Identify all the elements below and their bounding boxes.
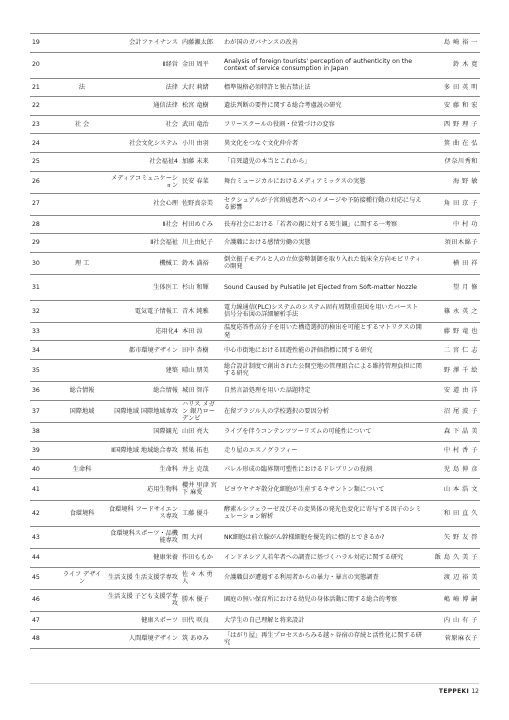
- thesis-title-cell: Analysis of foreign tourists' perception of authenticity on the context of service consumption in Japan: [222, 52, 426, 78]
- table-row: [30, 322, 480, 341]
- student-name-cell: 山田 亮大: [180, 423, 222, 442]
- table-row: [30, 567, 480, 589]
- table-row: [30, 478, 480, 500]
- table-row: [30, 34, 480, 53]
- table-row: [30, 115, 480, 134]
- thesis-title-cell: 舞台ミュージカルにおけるメディアミックスの実態: [222, 171, 426, 193]
- thesis-title-cell: 電力線通信(PLC)システムのシステム固有周期重畳図を用いたバースト信号分布図の詳細解析手法: [222, 300, 426, 322]
- faculty-cell: [60, 193, 104, 215]
- thesis-title-cell: 酵素ルシフェラーゼ及びその変異体の発光色変化に寄与する因子のシミュレーション解析: [222, 500, 426, 526]
- student-name-cell: 勝木 優子: [180, 589, 222, 611]
- thesis-title-cell: 「自死遺児の本当とこれから」: [222, 152, 426, 171]
- advisor-cell: 中 村 功: [426, 215, 480, 234]
- student-name-cell: 作田ももか: [180, 548, 222, 567]
- department-cell: 応用生物科: [104, 478, 180, 500]
- faculty-cell: [60, 423, 104, 442]
- thesis-list-table: [30, 33, 480, 649]
- table-row: [30, 548, 480, 567]
- thesis-title-cell: 介護職における感情労働の実態: [222, 234, 426, 253]
- advisor-cell: 海 野 敏: [426, 171, 480, 193]
- department-cell: 人間環境デザイン: [104, 630, 180, 649]
- student-name-cell: 大沢 莉緒: [180, 78, 222, 97]
- table-row: [30, 441, 480, 460]
- table-row: [30, 526, 480, 548]
- row-number-cell: 31: [30, 274, 60, 300]
- student-name-cell: 田中 杏樹: [180, 341, 222, 360]
- table-row: [30, 359, 480, 381]
- student-name-cell: 小川 由羽: [180, 134, 222, 153]
- row-number-cell: 36: [30, 381, 60, 400]
- department-cell: 機械工: [104, 252, 180, 274]
- department-cell: 建築: [104, 359, 180, 381]
- advisor-cell: 二 宮 仁 志: [426, 341, 480, 360]
- department-cell: 国際地域 国際地域専攻: [104, 400, 180, 423]
- row-number-cell: 41: [30, 478, 60, 500]
- thesis-title-cell: 自然言語処理を用いた話題特定: [222, 381, 426, 400]
- faculty-cell: [60, 234, 104, 253]
- page-number: 12: [471, 688, 479, 695]
- thesis-title-cell: セクシュアルが子宮頸癌患者へのイメージや予防接種行動の対応に与える影響: [222, 193, 426, 215]
- faculty-cell: [60, 526, 104, 548]
- row-number-cell: 23: [30, 115, 60, 134]
- thesis-title-cell: ビヨウヤナギ散分化細胞が生産するキサントン類について: [222, 478, 426, 500]
- thesis-title-cell: 遺法判断の要件に関する総合考慮説の研究: [222, 97, 426, 116]
- student-name-cell: 内藤瀬太郎: [180, 34, 222, 53]
- advisor-cell: 飯 島 久 美 子: [426, 548, 480, 567]
- department-cell: 会計ファイナンス: [104, 34, 180, 53]
- advisor-cell: 藤 野 竜 也: [426, 322, 480, 341]
- advisor-cell: 箕 曲 在 弘: [426, 134, 480, 153]
- advisor-cell: 望 月 修: [426, 274, 480, 300]
- student-name-cell: 金田 周平: [180, 52, 222, 78]
- student-name-cell: 佐野真奈美: [180, 193, 222, 215]
- advisor-cell: 角 田 京 子: [426, 193, 480, 215]
- advisor-cell: 児 島 伸 彦: [426, 460, 480, 479]
- faculty-cell: 理 工: [60, 252, 104, 274]
- table-row: [30, 215, 480, 234]
- advisor-cell: 西 野 理 子: [426, 115, 480, 134]
- table-row: [30, 400, 480, 423]
- advisor-cell: 嶋 崎 博 嗣: [426, 589, 480, 611]
- table-row: [30, 381, 480, 400]
- advisor-cell: 沼 尾 波 子: [426, 400, 480, 423]
- row-number-cell: 32: [30, 300, 60, 322]
- student-name-cell: 櫻井 里津 宮下 麻愛: [180, 478, 222, 500]
- student-name-cell: 川上由紀子: [180, 234, 222, 253]
- row-number-cell: 42: [30, 500, 60, 526]
- table-row: [30, 589, 480, 611]
- table-row: [30, 611, 480, 630]
- faculty-cell: [60, 478, 104, 500]
- advisor-cell: 安 道 由 洋: [426, 381, 480, 400]
- row-number-cell: 37: [30, 400, 60, 423]
- faculty-cell: [60, 341, 104, 360]
- student-name-cell: 工藤 優斗: [180, 500, 222, 526]
- faculty-cell: [60, 611, 104, 630]
- advisor-cell: 須田木綿子: [426, 234, 480, 253]
- thesis-title-cell: 温度応答性高分子を用いた構造選択的検出を可能とするマトリクスの開発: [222, 322, 426, 341]
- row-number-cell: 29: [30, 234, 60, 253]
- table-row: [30, 423, 480, 442]
- faculty-cell: 総合情報: [60, 381, 104, 400]
- table-row: [30, 152, 480, 171]
- row-number-cell: 39: [30, 441, 60, 460]
- advisor-cell: 内 山 有 子: [426, 611, 480, 630]
- row-number-cell: 24: [30, 134, 60, 153]
- thesis-title-cell: 標準規格必須特許と独占禁止法: [222, 78, 426, 97]
- table-row: [30, 300, 480, 322]
- department-cell: Ⅱ経営: [104, 52, 180, 78]
- thesis-title-cell: 長寿社会における「若者の親に対する死生観」に関する一考察: [222, 215, 426, 234]
- thesis-title-cell: フリースクールの役割・位置づけの変容: [222, 115, 426, 134]
- advisor-cell: 鈴 木 寛: [426, 52, 480, 78]
- advisor-cell: 伊奈川秀和: [426, 152, 480, 171]
- department-cell: 国際観光: [104, 423, 180, 442]
- faculty-cell: 法: [60, 78, 104, 97]
- student-name-cell: 松宮 竜樹: [180, 97, 222, 116]
- table-row: [30, 630, 480, 649]
- department-cell: 応用化4: [104, 322, 180, 341]
- thesis-title-cell: 大学生の自己理解と将来設計: [222, 611, 426, 630]
- advisor-cell: 和 田 直 久: [426, 500, 480, 526]
- table-row: [30, 171, 480, 193]
- advisor-cell: 野 澤 千 絵: [426, 359, 480, 381]
- faculty-cell: [60, 589, 104, 611]
- faculty-cell: [60, 630, 104, 649]
- thesis-title-cell: 中心市街地における回遊性能の評価指標に関する研究: [222, 341, 426, 360]
- row-number-cell: 33: [30, 322, 60, 341]
- department-cell: メディアコミュニケーション: [104, 171, 180, 193]
- advisor-cell: 矢 野 友 啓: [426, 526, 480, 548]
- student-name-cell: 民安 春菜: [180, 171, 222, 193]
- row-number-cell: 30: [30, 252, 60, 274]
- thesis-title-cell: 園庭の無い保育所における幼児の身体活動に関する総合的考察: [222, 589, 426, 611]
- row-number-cell: 28: [30, 215, 60, 234]
- table-row: [30, 274, 480, 300]
- department-cell: 健康栄養: [104, 548, 180, 567]
- faculty-cell: [60, 52, 104, 78]
- faculty-cell: [60, 274, 104, 300]
- department-cell: 生活支援 生活支援学専攻: [104, 567, 180, 589]
- department-cell: Ⅱ社会: [104, 215, 180, 234]
- faculty-cell: [60, 300, 104, 322]
- department-cell: 食環境科 フードサイエンス専攻: [104, 500, 180, 526]
- thesis-title-cell: 異文化をつなぐ文化仲介者: [222, 134, 426, 153]
- department-cell: 食環境科スポーツ・品機能専攻: [104, 526, 180, 548]
- faculty-cell: [60, 548, 104, 567]
- department-cell: 健康スポーツ: [104, 611, 180, 630]
- advisor-cell: 多 田 英 明: [426, 78, 480, 97]
- row-number-cell: 45: [30, 567, 60, 589]
- row-number-cell: 27: [30, 193, 60, 215]
- student-name-cell: 晴山 朋美: [180, 359, 222, 381]
- table-row: [30, 52, 480, 78]
- student-name-cell: 本田 涼: [180, 322, 222, 341]
- row-number-cell: 38: [30, 423, 60, 442]
- department-cell: 通信法律: [104, 97, 180, 116]
- student-name-cell: 青木 純雅: [180, 300, 222, 322]
- page-footer: [0, 683, 509, 720]
- student-name-cell: 田代 咲良: [180, 611, 222, 630]
- thesis-title-cell: パレル形成の臨界期可塑性におけるドレブリンの役割: [222, 460, 426, 479]
- faculty-cell: [60, 441, 104, 460]
- faculty-cell: ライフ デザイン: [60, 567, 104, 589]
- department-cell: 都市環境デザイン: [104, 341, 180, 360]
- thesis-title-cell: インドネシア人若年者への調査に基づくハラル対応に関する研究: [222, 548, 426, 567]
- faculty-cell: 生命科: [60, 460, 104, 479]
- advisor-cell: 安 藤 和 宏: [426, 97, 480, 116]
- table-row: [30, 252, 480, 274]
- department-cell: Ⅱ国際地域 地域総合専攻: [104, 441, 180, 460]
- row-number-cell: 44: [30, 548, 60, 567]
- row-number-cell: 19: [30, 34, 60, 53]
- faculty-cell: 社 会: [60, 115, 104, 134]
- faculty-cell: [60, 171, 104, 193]
- row-number-cell: 48: [30, 630, 60, 649]
- thesis-title-cell: 総合設計制度で創出された公開空地の管理組合による維持管理負担に関する研究: [222, 359, 426, 381]
- row-number-cell: 26: [30, 171, 60, 193]
- student-name-cell: 杉山 和輝: [180, 274, 222, 300]
- thesis-title-cell: 倒立振子モデルと人の立位姿勢制御を取り入れた低床全方向モビリティの開発: [222, 252, 426, 274]
- faculty-cell: [60, 215, 104, 234]
- advisor-cell: 菅原麻衣子: [426, 630, 480, 649]
- table-row: [30, 341, 480, 360]
- thesis-title-cell: Sound Caused by Pulsatile Jet Ejected from Soft-matter Nozzle: [222, 274, 426, 300]
- department-cell: 社会心理: [104, 193, 180, 215]
- student-name-cell: 関 大河: [180, 526, 222, 548]
- row-number-cell: 47: [30, 611, 60, 630]
- student-name-cell: ハリス メガン 銀乃ローデンビ: [180, 400, 222, 423]
- footer-divider: [30, 683, 479, 684]
- thesis-title-cell: ライブを伴うコンテンツツーリズムの可能性について: [222, 423, 426, 442]
- row-number-cell: 46: [30, 589, 60, 611]
- student-name-cell: 武田 竜治: [180, 115, 222, 134]
- table-row: [30, 97, 480, 116]
- row-number-cell: 21: [30, 78, 60, 97]
- faculty-cell: [60, 97, 104, 116]
- advisor-cell: 山 本 浩 文: [426, 478, 480, 500]
- student-name-cell: 井上 克哉: [180, 460, 222, 479]
- thesis-list-body: [30, 34, 480, 649]
- table-row: [30, 234, 480, 253]
- department-cell: 社会福祉4: [104, 152, 180, 171]
- student-name-cell: 筑 あゆみ: [180, 630, 222, 649]
- row-number-cell: 43: [30, 526, 60, 548]
- thesis-title-cell: わが国のガバナンスの改善: [222, 34, 426, 53]
- department-cell: 生命科: [104, 460, 180, 479]
- advisor-cell: 森 下 晶 美: [426, 423, 480, 442]
- student-name-cell: 加藤 未来: [180, 152, 222, 171]
- faculty-cell: [60, 34, 104, 53]
- student-name-cell: 鷲巣 拓也: [180, 441, 222, 460]
- faculty-cell: [60, 322, 104, 341]
- faculty-cell: [60, 152, 104, 171]
- advisor-cell: 渡 辺 裕 美: [426, 567, 480, 589]
- thesis-title-cell: 走り屋のエスノグラフィー: [222, 441, 426, 460]
- faculty-cell: 食環境科: [60, 500, 104, 526]
- department-cell: 総合情報: [104, 381, 180, 400]
- department-cell: Ⅱ社会福祉: [104, 234, 180, 253]
- student-name-cell: 鈴木 満裕: [180, 252, 222, 274]
- table-row: [30, 193, 480, 215]
- row-number-cell: 40: [30, 460, 60, 479]
- row-number-cell: 25: [30, 152, 60, 171]
- student-name-cell: 村田めぐみ: [180, 215, 222, 234]
- department-cell: 社会: [104, 115, 180, 134]
- footer-brand: TEPPEKI: [438, 688, 469, 695]
- thesis-title-cell: 「はがり屋」再生プロセスからみる越ヶ谷宿の存続と活性化に関する研究: [222, 630, 426, 649]
- student-name-cell: 佐 々 木 勇 人: [180, 567, 222, 589]
- faculty-cell: [60, 359, 104, 381]
- thesis-title-cell: NK細胞は前立腺がん幹様細胞を優先的に標的とできるか?: [222, 526, 426, 548]
- advisor-cell: 篠 永 英 之: [426, 300, 480, 322]
- table-row: [30, 500, 480, 526]
- advisor-cell: 横 田 祥: [426, 252, 480, 274]
- department-cell: 法律: [104, 78, 180, 97]
- row-number-cell: 35: [30, 359, 60, 381]
- row-number-cell: 34: [30, 341, 60, 360]
- table-row: [30, 78, 480, 97]
- faculty-cell: [60, 134, 104, 153]
- department-cell: 生体医工: [104, 274, 180, 300]
- row-number-cell: 20: [30, 52, 60, 78]
- department-cell: 電気電子情報工: [104, 300, 180, 322]
- thesis-title-cell: 介護職員が遭遇する利用者からの暴力・暴言の実態調査: [222, 567, 426, 589]
- faculty-cell: 国際地域: [60, 400, 104, 423]
- advisor-cell: 中 村 香 子: [426, 441, 480, 460]
- department-cell: 社会文化システム: [104, 134, 180, 153]
- advisor-cell: 島 崎 裕 一: [426, 34, 480, 53]
- thesis-title-cell: 在留ブラジル人の学校選択の要因分析: [222, 400, 426, 423]
- department-cell: 生活支援 子ども支援学専攻: [104, 589, 180, 611]
- table-row: [30, 460, 480, 479]
- student-name-cell: 城田 智洋: [180, 381, 222, 400]
- row-number-cell: 22: [30, 97, 60, 116]
- table-row: [30, 134, 480, 153]
